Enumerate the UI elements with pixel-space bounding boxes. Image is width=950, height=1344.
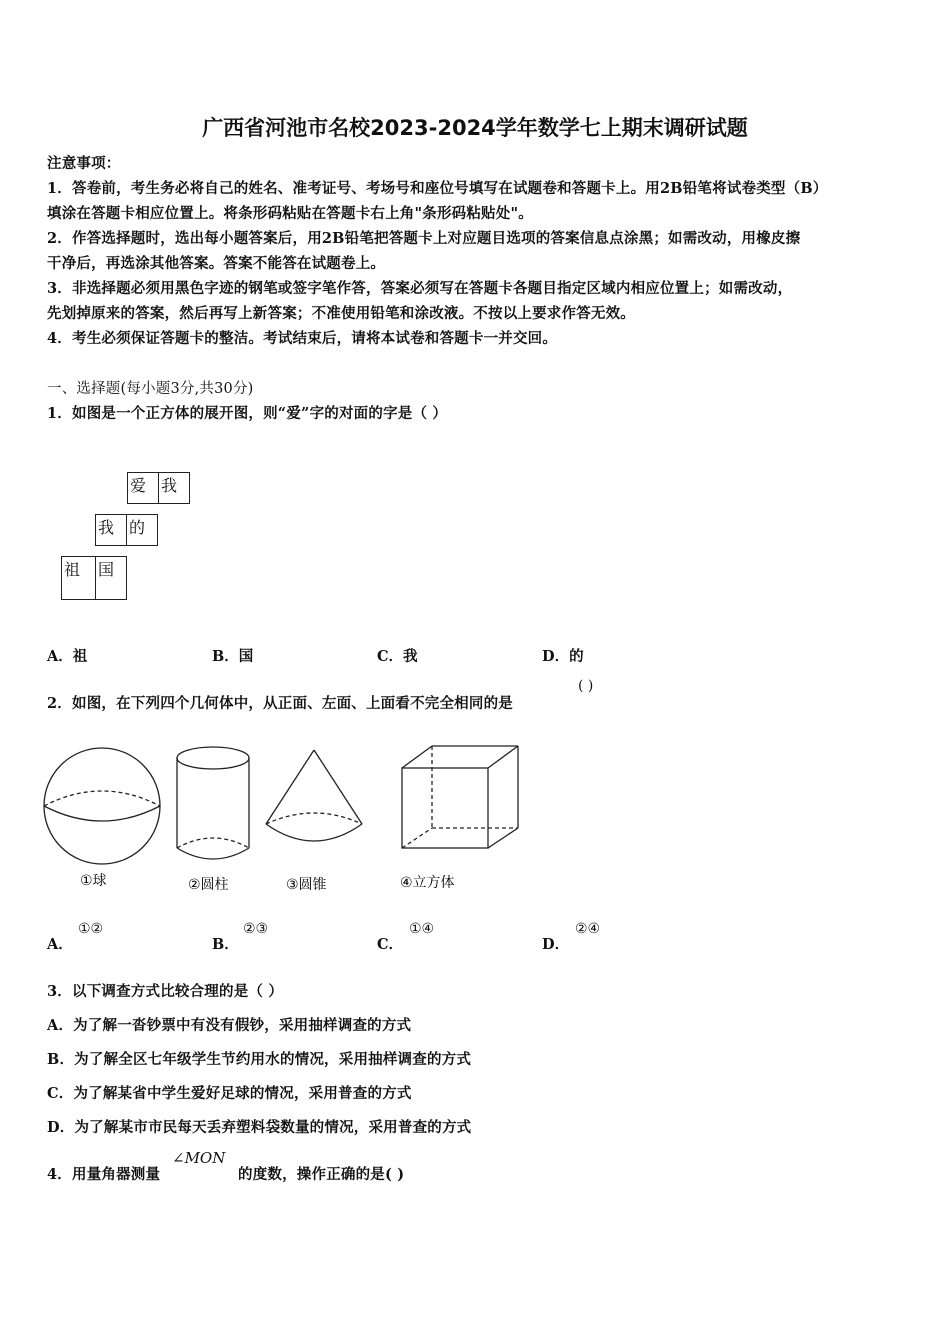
net-cell: 祖 xyxy=(61,556,96,600)
page-title: 广西省河池市名校2023-2024学年数学七上期末调研试题 xyxy=(202,116,748,140)
q3-option-c[interactable]: C．为了解某省中学生爱好足球的情况，采用普查的方式 xyxy=(47,1085,412,1102)
notice-heading: 注意事项： xyxy=(47,155,121,172)
notice-line: 4．考生必须保证答题卡的整洁。考试结束后，请将本试卷和答题卡一并交回。 xyxy=(47,330,558,347)
question-3-text: 3．以下调查方式比较合理的是（ ） xyxy=(47,983,284,1000)
cylinder-top xyxy=(177,747,249,769)
q2-option-d-text: ②④ xyxy=(575,921,601,937)
q1-option-a[interactable]: A．祖 xyxy=(47,648,88,665)
notice-line: 3．非选择题必须用黑色字迹的钢笔或签字笔作答，答案必须写在答题卡各题目指定区域内相应位置上；如需改动， xyxy=(47,280,793,297)
cylinder-bottom-front xyxy=(177,848,249,859)
q2-option-a[interactable]: A． xyxy=(47,936,73,953)
question-2-text: 2．如图，在下列四个几何体中，从正面、左面、上面看不完全相同的是 xyxy=(47,695,513,712)
solids-figure xyxy=(40,740,530,900)
q2-option-a-text: ①② xyxy=(78,921,104,937)
net-cell: 我 xyxy=(158,472,190,504)
solid-label: ①球 xyxy=(80,873,107,889)
sphere-shape xyxy=(44,748,160,864)
solid-label: ③圆锥 xyxy=(286,877,327,893)
notice-line: 填涂在答题卡相应位置上。将条形码粘贴在答题卡右上角"条形码粘贴处"。 xyxy=(47,205,533,222)
question-4-suffix: 的度数，操作正确的是( ) xyxy=(238,1166,405,1183)
q3-option-a[interactable]: A．为了解一沓钞票中有没有假钞，采用抽样调查的方式 xyxy=(47,1017,412,1034)
net-cell: 爱 xyxy=(127,472,159,504)
q3-option-b[interactable]: B．为了解全区七年级学生节约用水的情况，采用抽样调查的方式 xyxy=(47,1051,472,1068)
notice-line: 先划掉原来的答案，然后再写上新答案；不准使用铅笔和涂改液。不按以上要求作答无效。 xyxy=(47,305,635,322)
cone-base-front xyxy=(266,824,362,841)
net-cell: 我 xyxy=(95,514,127,546)
q1-option-d[interactable]: D．的 xyxy=(542,648,584,665)
q1-option-c[interactable]: C．我 xyxy=(377,648,418,665)
solid-label: ②圆柱 xyxy=(188,877,229,893)
q2-option-d[interactable]: D． xyxy=(542,936,570,953)
q2-option-c[interactable]: C． xyxy=(377,936,404,953)
net-cell: 国 xyxy=(95,556,127,600)
question-4-math: ∠MON xyxy=(172,1149,226,1167)
notice-line: 2．作答选择题时，选出每小题答案后，用2B铅笔把答题卡上对应题目选项的答案信息点涂黑；如需改动，用橡皮擦 xyxy=(47,230,801,247)
question-2-paren: ( ) xyxy=(578,678,594,694)
sphere-equator-back xyxy=(44,791,160,806)
cylinder-bottom-back xyxy=(177,838,249,848)
q2-option-c-text: ①④ xyxy=(409,921,435,937)
question-1-text: 1．如图是一个正方体的展开图，则“爱”字的对面的字是（ ） xyxy=(47,405,448,422)
net-cell: 的 xyxy=(126,514,158,546)
question-4-prefix: 4．用量角器测量 xyxy=(47,1166,161,1183)
notice-line: 干净后，再选涂其他答案。答案不能答在试题卷上。 xyxy=(47,255,386,272)
q2-option-b[interactable]: B． xyxy=(212,936,239,953)
notice-line: 1．答卷前，考生务必将自己的姓名、准考证号、考场号和座位号填写在试题卷和答题卡上。用2B铅笔将试卷类型（B） xyxy=(47,180,828,197)
cone-base-back xyxy=(266,813,362,824)
sphere-equator-front xyxy=(44,806,160,821)
cube-front-face xyxy=(402,768,488,848)
solid-label: ④立方体 xyxy=(400,875,455,891)
section-heading: 一、选择题(每小题3分,共30分) xyxy=(47,381,254,397)
q2-option-b-text: ②③ xyxy=(243,921,269,937)
q1-option-b[interactable]: B．国 xyxy=(212,648,254,665)
q3-option-d[interactable]: D．为了解某市市民每天丢弃塑料袋数量的情况，采用普查的方式 xyxy=(47,1119,472,1136)
